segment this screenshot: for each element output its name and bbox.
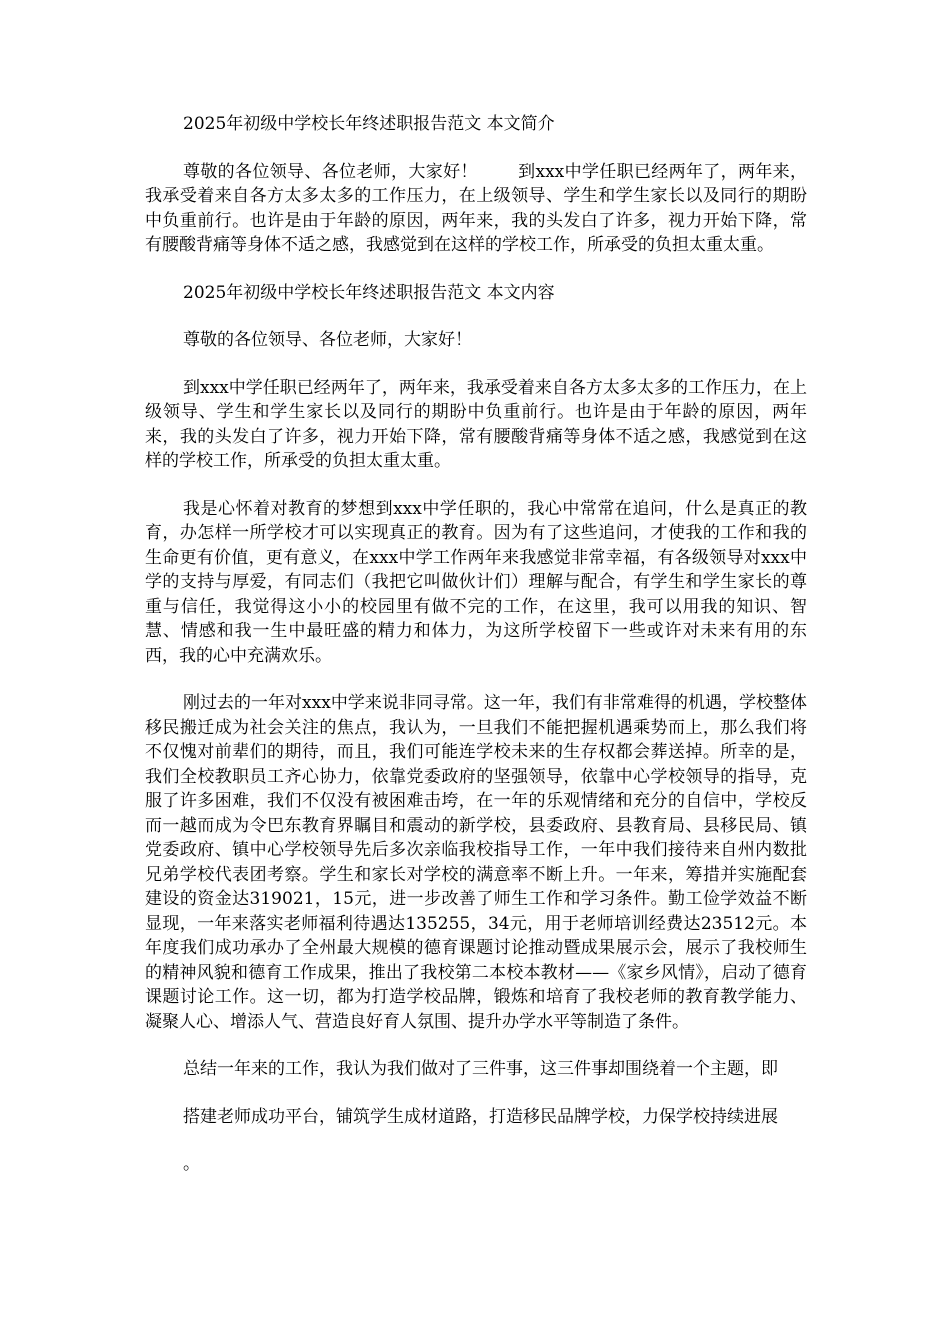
body-paragraph-3: 刚过去的一年对xxx中学来说非同寻常。这一年，我们有非常难得的机遇，学校整体移民搬迁成为社会关注的焦点，我认为，一旦我们不能把握机遇乘势而上，那么我们将不仅愧对前辈们的期待，而且，我们可能连学校未来的生存权都会葬送掉。所幸的是，我们全校教职员工齐心协力，依靠党委政府的坚强领导，依靠中心学校领导的指导，克服了许多困难，我们不仅没有被困难击垮，在一年的乐观情绪和充分的自信中，学校反而一越而成为令巴东教育界瞩目和震动的新学校，县委政府、县教育局、县移民局、镇党委政府、镇中心学校领导先后多次亲临我校指导工作，一年中我们接待来自州内数批兄弟学校代表团考察。学生和家长对学校的满意率不断上升。一年来，筹措并实施配套建设的资金达319021，15元，进一步改善了师生工作和学习条件。勤工俭学效益不断显现，一年来落实老师福利待遇达135255，34元，用于老师培训经费达23512元。本年度我们成功承办了全州最大规模的德育课题讨论推动暨成果展示会，展示了我校师生的精神风貌和德育工作成果，推出了我校第二本校本教材——《家乡风情》，启动了德育课题讨论工作。这一切，都为打造学校品牌，锻炼和培育了我校老师的教育教学能力、凝聚人心、增添人气、营造良好育人氛围、提升办学水平等制造了条件。 [145, 693, 807, 1032]
salutation: 尊敬的各位领导、各位老师，大家好！ [183, 330, 472, 350]
document-page [145, 112, 807, 1200]
body-paragraph-4: 总结一年来的工作，我认为我们做对了三件事，这三件事却围绕着一个主题，即 [183, 1059, 778, 1079]
closing-mark: 。 [183, 1154, 200, 1174]
body-paragraph-1: 到xxx中学任职已经两年了，两年来，我承受着来自各方太多太多的工作压力，在上级领导、学生和学生家长以及同行的期盼中负重前行。也许是由于年龄的原因，两年来，我的头发白了许多，视力开始下降，常有腰酸背痛等身体不适之感，我感觉到在这样的学校工作，所承受的负担太重太重。 [145, 377, 807, 471]
intro-paragraph: 尊敬的各位领导、各位老师，大家好！ 到xxx中学任职已经两年了，两年来，我承受着来自各方太多太多的工作压力，在上级领导、学生和学生家长以及同行的期盼中负重前行。也许是由于年龄的原因，两年来，我的头发白了许多，视力开始下降，常有腰酸背痛等身体不适之感，我感觉到在这样的学校工作，所承受的负担太重太重。 [145, 161, 807, 255]
content-heading: 2025年初级中学校长年终述职报告范文 本文内容 [183, 282, 555, 303]
body-paragraph-2: 我是心怀着对教育的梦想到xxx中学任职的，我心中常常在追问，什么是真正的教育，办怎样一所学校才可以实现真正的教育。因为有了这些追问，才使我的工作和我的生命更有价值，更有意义，在xxx中学工作两年来我感觉非常幸福，有各级领导对xxx中学的支持与厚爱，有同志们（我把它叫做伙计们）理解与配合，有学生和学生家长的尊重与信任，我觉得这小小的校园里有做不完的工作，在这里，我可以用我的知识、智慧、情感和我一生中最旺盛的精力和体力，为这所学校留下一些或许对未来有用的东西，我的心中充满欢乐。 [145, 498, 807, 666]
intro-heading: 2025年初级中学校长年终述职报告范文 本文简介 [183, 114, 555, 134]
body-paragraph-5: 搭建老师成功平台，铺筑学生成材道路，打造移民品牌学校，力保学校持续进展 [183, 1106, 778, 1127]
